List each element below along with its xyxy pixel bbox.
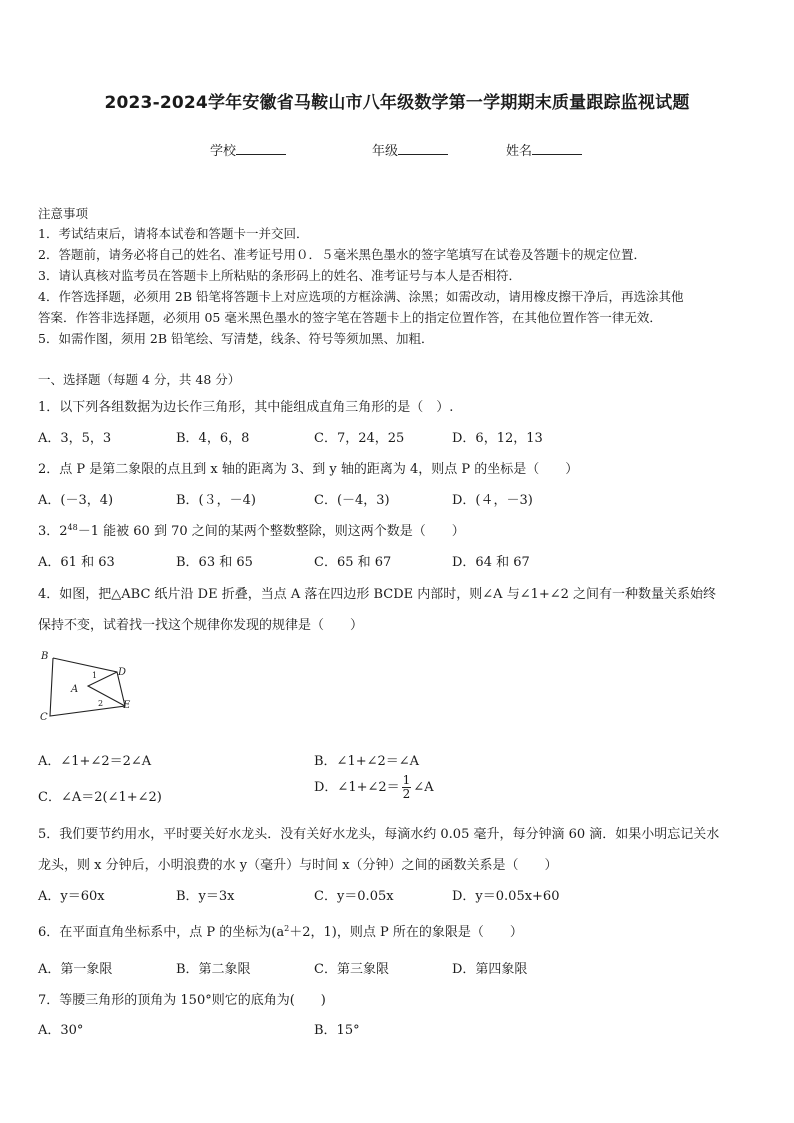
fraction-numerator: 1 bbox=[402, 773, 411, 787]
q3-option-a: A．61 和 63 bbox=[38, 555, 115, 570]
q7-option-a: A．30° bbox=[38, 1023, 84, 1038]
label-b: B bbox=[41, 651, 49, 662]
q5-option-b: B．y＝3x bbox=[176, 889, 235, 904]
notice-item: 答案．作答非选择题，必须用 05 毫米黑色墨水的签字笔在答题卡上的指定位置作答，在其他位置作答一律无效． bbox=[38, 310, 662, 325]
q1-option-c: C．7，24，25 bbox=[314, 431, 405, 446]
q2-option-c: C．(－4，3) bbox=[314, 493, 390, 508]
grade-field[interactable] bbox=[372, 140, 448, 159]
angle-1-label: 1 bbox=[92, 671, 98, 680]
q2-option-d: D．(４，－3) bbox=[452, 493, 533, 508]
angle-2-label: 2 bbox=[98, 699, 104, 708]
q4-option-c: C．∠A＝2(∠1+∠2) bbox=[38, 790, 162, 805]
question-4-line1: 4．如图，把△ABC 纸片沿 DE 折叠，当点 A 落在四边形 BCDE 内部时，则∠A 与∠1+∠2 之间有一种数量关系始终 bbox=[38, 587, 717, 602]
q7-option-b: B．15° bbox=[314, 1023, 360, 1038]
notice-item: 3．请认真核对监考员在答题卡上所粘贴的条形码上的姓名、准考证号与本人是否相符． bbox=[38, 268, 521, 283]
grade-label: 年级 bbox=[372, 144, 399, 159]
question-2: 2．点 P 是第二象限的点且到 x 轴的距离为 3、到 y 轴的距离为 4，则点 P 的坐标是（ ） bbox=[38, 462, 579, 477]
q2-option-b: B．(３，－4) bbox=[176, 493, 256, 508]
school-field[interactable] bbox=[210, 140, 286, 159]
notice-item: 2．答题前，请务必将自己的姓名、准考证号用０．５毫米黑色墨水的签字笔填写在试卷及答题卡的规定位置． bbox=[38, 247, 646, 262]
q4-option-d-pre: D．∠1+∠2＝ bbox=[314, 780, 400, 795]
q3-option-c: C．65 和 67 bbox=[314, 555, 392, 570]
question-3 bbox=[38, 520, 465, 539]
q4-option-d bbox=[314, 774, 434, 801]
fraction-denominator: 2 bbox=[402, 787, 411, 801]
question-5-line2: 龙头，则 x 分钟后，小明浪费的水 y（毫升）与时间 x（分钟）之间的函数关系是（ ） bbox=[38, 858, 558, 873]
label-d: D bbox=[118, 667, 127, 678]
question-6 bbox=[38, 921, 523, 940]
label-c: C bbox=[40, 712, 48, 723]
q3-option-d: D．64 和 67 bbox=[452, 555, 530, 570]
q5-option-d: D．y＝0.05x+60 bbox=[452, 889, 560, 904]
q1-option-d: D．6，12，13 bbox=[452, 431, 543, 446]
name-label: 姓名 bbox=[506, 144, 533, 159]
q4-option-d-post: ∠A bbox=[413, 780, 434, 795]
question-1: 1．以下列各组数据为边长作三角形，其中能组成直角三角形的是（ ）. bbox=[38, 400, 454, 415]
section-heading: 一、选择题（每题 4 分，共 48 分） bbox=[38, 372, 241, 387]
q3-prefix: 3．2 bbox=[38, 524, 68, 539]
name-blank[interactable] bbox=[532, 141, 582, 155]
label-e: E bbox=[123, 700, 131, 711]
question-7: 7．等腰三角形的顶角为 150°则它的底角为( ) bbox=[38, 993, 326, 1008]
q3-exponent: 48 bbox=[67, 523, 78, 532]
notice-heading: 注意事项 bbox=[38, 206, 89, 221]
q6-post: ＋2，1)，则点 P 所在的象限是（ ） bbox=[289, 925, 523, 940]
quadrilateral-outline bbox=[50, 658, 125, 716]
q2-option-a: A．(－3，4) bbox=[38, 493, 114, 508]
q4-option-a: A．∠1+∠2＝2∠A bbox=[38, 754, 152, 769]
q6-option-c: C．第三象限 bbox=[314, 962, 389, 977]
q3-rest: －1 能被 60 到 70 之间的某两个整数整除，则这两个数是（ ） bbox=[77, 524, 465, 539]
q5-option-a: A．y＝60x bbox=[38, 889, 105, 904]
q1-option-a: A．3，5，3 bbox=[38, 431, 112, 446]
q5-option-c: C．y＝0.05x bbox=[314, 889, 394, 904]
grade-blank[interactable] bbox=[398, 141, 448, 155]
notice-item: 4．作答选择题，必须用 2B 铅笔将答题卡上对应选项的方框涂满、涂黑；如需改动，请用橡皮擦干净后，再选涂其他 bbox=[38, 289, 684, 304]
q6-option-d: D．第四象限 bbox=[452, 962, 528, 977]
notice-item: 1．考试结束后，请将本试卷和答题卡一并交回． bbox=[38, 226, 309, 241]
page-title: 2023-2024学年安徽省马鞍山市八年级数学第一学期期末质量跟踪监视试题 bbox=[104, 93, 690, 113]
q4-option-b: B．∠1+∠2＝∠A bbox=[314, 754, 420, 769]
question-5-line1: 5．我们要节约用水，平时要关好水龙头．没有关好水龙头，每滴水约 0.05 毫升，每分钟滴 60 滴．如果小明忘记关水 bbox=[38, 827, 720, 842]
q6-exponent: 2 bbox=[284, 924, 290, 933]
q1-option-b: B．4，6，8 bbox=[176, 431, 250, 446]
label-a: A bbox=[71, 684, 79, 695]
school-label: 学校 bbox=[210, 144, 237, 159]
q6-option-a: A．第一象限 bbox=[38, 962, 113, 977]
q3-option-b: B．63 和 65 bbox=[176, 555, 253, 570]
one-half-fraction bbox=[402, 774, 412, 801]
triangle-fold-figure bbox=[36, 646, 136, 726]
notice-item: 5．如需作图，须用 2B 铅笔绘、写清楚，线条、符号等须加黑、加粗． bbox=[38, 331, 434, 346]
question-4-line2: 保持不变，试着找一找这个规律你发现的规律是（ ） bbox=[38, 618, 364, 633]
school-blank[interactable] bbox=[236, 141, 286, 155]
q6-pre: 6．在平面直角坐标系中，点 P 的坐标为(a bbox=[38, 925, 285, 940]
name-field[interactable] bbox=[506, 140, 582, 159]
q6-option-b: B．第二象限 bbox=[176, 962, 251, 977]
